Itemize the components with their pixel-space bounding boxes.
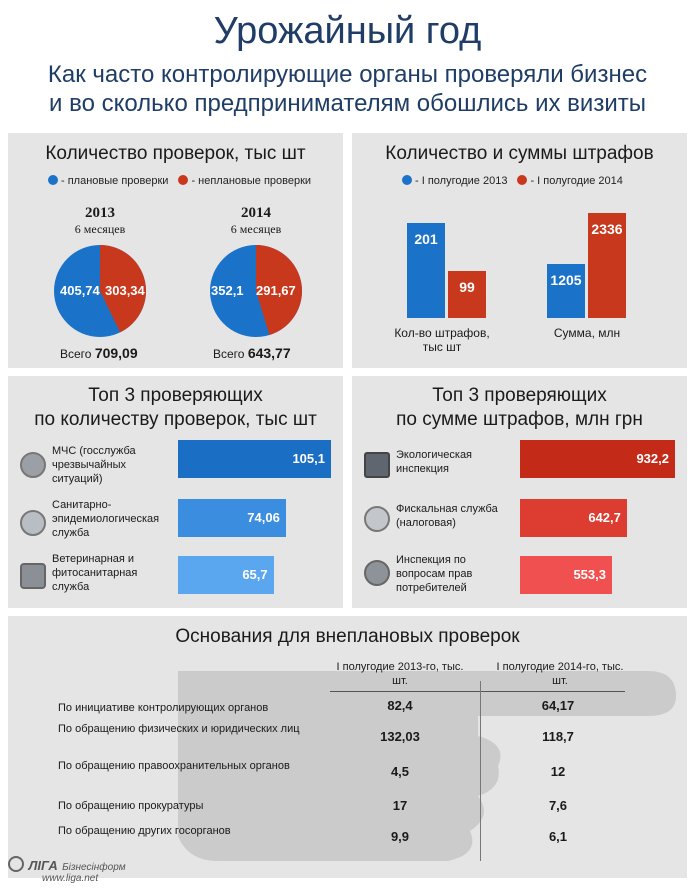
- page-subtitle: [20, 60, 675, 118]
- subtitle-line-1: Как часто контролирующие органы проверяли бизнес: [47, 61, 648, 88]
- panel-title: [352, 384, 687, 432]
- column-header-2014: I полугодие 2014-го, тыс. шт.: [496, 661, 624, 687]
- panel-title: Количество и суммы штрафов: [385, 143, 654, 164]
- table-cell-2013: 9,9: [390, 829, 410, 844]
- unplanned-reasons-panel: [8, 616, 687, 878]
- total-value-2014: 643,77: [247, 345, 291, 361]
- ranking-bar-value: 642,7: [588, 510, 621, 525]
- table-cell-2013: 4,5: [390, 764, 410, 779]
- ecology-emblem-icon: [364, 452, 390, 478]
- ranking-bar: [520, 440, 675, 478]
- header-divider: [330, 691, 625, 692]
- top-by-count-panel: [8, 376, 343, 608]
- panel-title: [8, 384, 343, 432]
- table-row-label: По инициативе контролирующих органов: [58, 702, 269, 714]
- pie-year-2013: 2013: [85, 205, 115, 221]
- legend-label-planned: - плановые проверки: [61, 175, 169, 187]
- category-fines-sum: Сумма, млн: [553, 326, 621, 340]
- column-header-2013: I полугодие 2013-го, тыс. шт.: [336, 661, 464, 687]
- mchs-emblem-icon: [20, 452, 46, 478]
- pie-2014-planned-label: 352,1: [211, 283, 244, 298]
- ranking-bar: [178, 440, 331, 478]
- legend-label-2014: - I полугодие 2014: [530, 175, 623, 187]
- consumer-emblem-icon: [364, 560, 390, 586]
- ranking-bar: [178, 499, 286, 537]
- table-cell-2013: 17: [392, 798, 408, 813]
- table-title: Основания для внеплановых проверок: [175, 626, 520, 647]
- ranking-bar-value: 65,7: [242, 567, 268, 582]
- table-row-label: По обращению прокуратуры: [58, 800, 204, 812]
- pie-period-2014: 6 месяцев: [230, 222, 282, 236]
- inspector-label: Санитарно-эпидемиологическая служба: [52, 499, 160, 539]
- veterinary-emblem-icon: [20, 563, 46, 589]
- inspector-label: Экологическая инспекция: [396, 449, 473, 475]
- pie-2013-planned-label: 405,74: [60, 283, 100, 298]
- total-label-2013: Всего: [60, 347, 92, 361]
- fines-panel: [352, 133, 687, 368]
- ranking-bar-value: 74,06: [247, 510, 280, 525]
- subtitle-line-2: и во сколько предпринимателям обошлись их визиты: [49, 90, 646, 117]
- panel-title-line-1: Топ 3 проверяющих: [88, 385, 263, 406]
- pie-period-2013: 6 месяцев: [74, 222, 126, 236]
- fines-bar-label: 201: [414, 231, 438, 247]
- pie-2014-total: [213, 345, 291, 361]
- footer-brand: ЛІГА: [28, 858, 58, 873]
- inspector-label: МЧС (госслужба чрезвычайных ситуаций): [52, 445, 136, 485]
- table-cell-2013: 82,4: [387, 698, 413, 713]
- legend-label-unplanned: - неплановые проверки: [191, 175, 312, 187]
- table-cell-2014: 7,6: [548, 798, 568, 813]
- ranking-bar: [520, 556, 612, 594]
- total-value-2013: 709,09: [94, 345, 138, 361]
- pie-2013-total: [60, 345, 138, 361]
- ranking-bar-value: 932,2: [636, 451, 669, 466]
- panel-title-line-2: по сумме штрафов, млн грн: [396, 409, 643, 430]
- pie-year-2014: 2014: [241, 205, 271, 221]
- inspector-label: Ветеринарная и фитосанитарная служба: [52, 553, 138, 593]
- footer-logo[interactable]: [8, 856, 126, 884]
- legend-label-2013: - I полугодие 2013: [415, 175, 508, 187]
- table-cell-2014: 6,1: [548, 829, 568, 844]
- panel-title-line-2: по количеству проверок, тыс шт: [34, 409, 317, 430]
- panel-title: Количество проверок, тыс шт: [45, 143, 306, 164]
- ranking-bar: [520, 499, 627, 537]
- footer-url: www.liga.net: [42, 873, 99, 884]
- liga-logo-icon: [8, 856, 24, 872]
- ranking-bar-value: 105,1: [292, 451, 325, 466]
- total-label-2014: Всего: [213, 347, 245, 361]
- page-title: Урожайный год: [213, 10, 482, 52]
- top-by-fines-panel: [352, 376, 687, 608]
- table-cell-2014: 64,17: [541, 698, 575, 713]
- fines-bar-label: 2336: [591, 221, 623, 237]
- fines-bar-label: 99: [459, 279, 475, 296]
- table-cell-2013: 132,03: [380, 729, 420, 744]
- ranking-bar: [178, 556, 274, 594]
- inspector-label: Инспекция по вопросам прав потребителей: [396, 554, 473, 594]
- fiscal-emblem-icon: [364, 506, 390, 532]
- table-cell-2014: 12: [550, 764, 566, 779]
- table-row-label: По обращению физических и юридических лиц: [58, 723, 300, 735]
- fines-bar-label: 1205: [550, 271, 582, 288]
- ranking-bar-value: 553,3: [573, 567, 606, 582]
- table-row-label: По обращению других госорганов: [58, 825, 231, 837]
- footer-brand-sub: Бізнесінформ: [62, 862, 126, 873]
- panel-title-line-1: Топ 3 проверяющих: [432, 385, 607, 406]
- pies-chart: [8, 133, 343, 368]
- sanitary-emblem-icon: [20, 510, 46, 536]
- inspector-label: Фискальная служба (налоговая): [396, 503, 498, 529]
- category-fines-count: Кол-во штрафов, тыс шт: [394, 326, 490, 354]
- column-divider: [480, 681, 481, 861]
- table-cell-2014: 118,7: [542, 729, 574, 744]
- pie-2014-unplanned-label: 291,67: [256, 283, 296, 298]
- pie-2013-unplanned-label: 303,34: [105, 283, 145, 298]
- table-row-label: По обращению правоохранительных органов: [58, 760, 290, 772]
- inspections-count-panel: [8, 133, 343, 368]
